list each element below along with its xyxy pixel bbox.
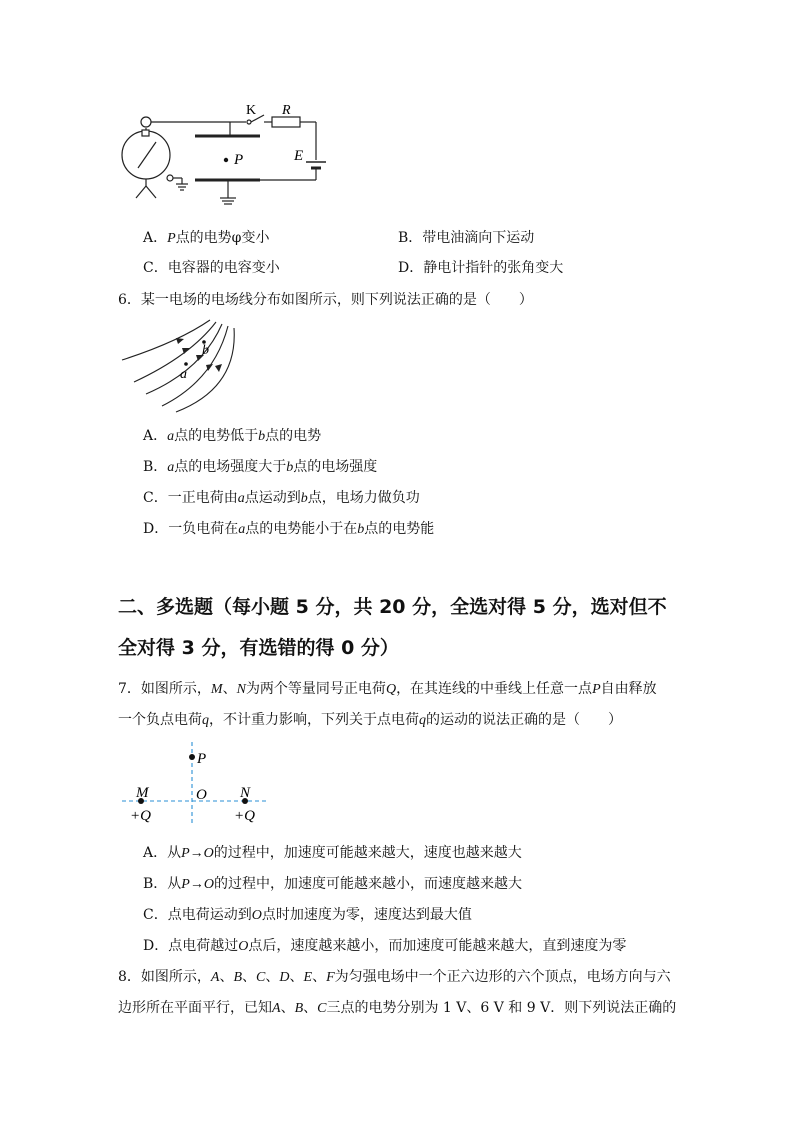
- q5-option-d: [398, 259, 563, 277]
- two-charges-diagram: [118, 740, 278, 828]
- stem-text: 自由释放: [600, 681, 657, 697]
- option-letter: D．: [398, 260, 424, 276]
- q8-stem-line1: [118, 968, 671, 987]
- var-a: a: [167, 429, 175, 444]
- arrow-5: [215, 364, 222, 372]
- stem-text: 8．如图所示，: [118, 969, 211, 985]
- stem-text: 、: [280, 1000, 295, 1016]
- switch-k: [247, 120, 251, 124]
- label-b: b: [202, 343, 209, 358]
- var-a: A: [272, 1001, 281, 1016]
- var-e: E: [303, 970, 313, 985]
- opt-text: A．从: [143, 845, 182, 861]
- q5-option-a: [143, 229, 270, 248]
- stem-text: 、: [222, 681, 237, 697]
- label-r: R: [282, 103, 291, 118]
- electrometer-case: [122, 131, 170, 179]
- point-a-dot: [184, 362, 188, 366]
- option-letter: A．: [143, 230, 168, 246]
- opt-text: 点的电场强度: [293, 459, 378, 475]
- var-path: P→O: [181, 877, 214, 892]
- var-c: C: [256, 970, 266, 985]
- q7-stem-line1: [118, 680, 657, 699]
- var-a: a: [237, 491, 245, 506]
- var-n: N: [236, 682, 246, 697]
- opt-text: 点的电势: [265, 428, 322, 444]
- stem-text: 、: [312, 969, 327, 985]
- var-a: a: [238, 522, 246, 537]
- stem-text: 边形所在平面平行，已知: [118, 1000, 272, 1016]
- opt-text: 点时加速度为零，速度达到最大值: [261, 907, 472, 923]
- q6-option-c: [143, 489, 420, 508]
- label-a: a: [180, 367, 187, 382]
- stem-text: 一个负点电荷: [118, 712, 202, 728]
- var-b: b: [300, 491, 308, 506]
- var-d: D: [279, 970, 290, 985]
- stem-text: 为两个等量同号正电荷: [245, 681, 386, 697]
- q7-option-b: [143, 875, 522, 894]
- stem-text: 、: [219, 969, 234, 985]
- stem-text: ，不计重力影响，下列关于点电荷: [209, 712, 419, 728]
- arrow-1: [176, 338, 184, 344]
- electrometer-terminal: [141, 117, 151, 127]
- var-m: M: [210, 682, 223, 697]
- var-b: b: [357, 522, 365, 537]
- q7-option-d: [143, 937, 626, 956]
- electrometer-needle: [138, 142, 156, 168]
- opt-text: C．一正电荷由: [143, 490, 238, 506]
- var-q-small: q: [419, 713, 426, 728]
- q7-option-a: [143, 844, 522, 863]
- opt-text: 点运动到: [244, 490, 301, 506]
- option-letter: C．: [143, 260, 168, 276]
- var-b: b: [258, 429, 266, 444]
- q6-stem: 6．某一电场的电场线分布如图所示，则下列说法正确的是（ ）: [118, 292, 533, 308]
- opt-text: 点的电势能小于在: [245, 521, 358, 537]
- var-c: C: [317, 1001, 327, 1016]
- stem-text: 、: [265, 969, 280, 985]
- opt-text: D．点电荷越过: [143, 938, 239, 954]
- opt-text: 点的电势低于: [174, 428, 259, 444]
- var-p: P: [592, 682, 601, 697]
- opt-text: B．: [143, 459, 168, 475]
- var-f: F: [326, 970, 335, 985]
- option-text: 静电计指针的张角变大: [423, 260, 564, 276]
- label-q2: +Q: [234, 808, 255, 824]
- q6-option-b: [143, 458, 377, 477]
- var-q: Q: [385, 682, 397, 697]
- opt-text: A．: [143, 428, 168, 444]
- var-q-small: q: [202, 713, 209, 728]
- q6-option-a: [143, 427, 321, 446]
- option-text: 带电油滴向下运动: [422, 230, 535, 246]
- opt-text: 的过程中，加速度可能越来越大，速度也越来越大: [213, 845, 522, 861]
- q7-option-c: [143, 906, 472, 925]
- label-m: M: [136, 785, 149, 801]
- electric-field-lines-diagram: [118, 316, 248, 414]
- stem-text: 、: [303, 1000, 318, 1016]
- stem-text: 三点的电势分别为 1 V、6 V 和 9 V．则下列说法正确的: [326, 1000, 677, 1016]
- point-p-dot: [189, 754, 195, 760]
- var-b: b: [286, 460, 294, 475]
- field-line-1: [122, 320, 210, 360]
- stem-text: 、: [242, 969, 257, 985]
- var-b: B: [233, 970, 243, 985]
- label-e: E: [294, 148, 304, 164]
- opt-text: 的过程中，加速度可能越来越小，而速度越来越大: [213, 876, 522, 892]
- var-a: A: [210, 970, 220, 985]
- capacitor-circuit-diagram: [110, 100, 340, 215]
- q7-stem-line2: [118, 711, 622, 730]
- opt-text: 点的电势能: [364, 521, 435, 537]
- label-p: P: [197, 751, 207, 767]
- opt-text: 点后，速度越来越小，而加速度可能越来越大，直到速度为零: [248, 938, 627, 954]
- stem-text: 的运动的说法正确的是（ ）: [426, 712, 622, 728]
- var-o: O: [238, 939, 249, 954]
- var-b: B: [294, 1001, 304, 1016]
- opt-text: 点，电场力做负功: [307, 490, 420, 506]
- opt-text: 点的电场强度大于: [174, 459, 287, 475]
- opt-text: D．一负电荷在: [143, 521, 239, 537]
- stem-text: ，在其连线的中垂线上任意一点: [396, 681, 593, 697]
- var-path: P→O: [181, 846, 214, 861]
- option-text: 点的电势φ变小: [175, 230, 270, 246]
- opt-text: B．从: [143, 876, 182, 892]
- q5-option-c: [143, 259, 280, 277]
- q8-stem-line2: [118, 999, 676, 1018]
- label-q1: +Q: [130, 808, 151, 824]
- stem-text: 为匀强电场中一个正六边形的六个顶点，电场方向与六: [334, 969, 671, 985]
- var-o: O: [251, 908, 262, 923]
- label-p: P: [234, 152, 244, 168]
- section-heading-line1: 二、多选题（每小题 5 分，共 20 分，全选对得 5 分，选对但不: [118, 596, 667, 618]
- option-text: 电容器的电容变小: [167, 260, 280, 276]
- label-k: K: [246, 103, 257, 118]
- point-p-dot: [224, 158, 228, 162]
- opt-text: C．点电荷运动到: [143, 907, 252, 923]
- label-n: N: [240, 785, 251, 801]
- label-o: O: [196, 787, 207, 803]
- option-letter: B．: [398, 230, 423, 246]
- q5-option-b: [398, 229, 534, 247]
- var-p: P: [167, 231, 176, 246]
- section-heading-line2: 全对得 3 分，有选错的得 0 分）: [118, 637, 399, 659]
- stem-text: 、: [289, 969, 304, 985]
- stem-text: 7．如图所示，: [118, 681, 211, 697]
- resistor-r: [272, 117, 300, 127]
- var-a: a: [167, 460, 175, 475]
- field-line-3: [146, 324, 222, 394]
- q6-option-d: [143, 520, 434, 539]
